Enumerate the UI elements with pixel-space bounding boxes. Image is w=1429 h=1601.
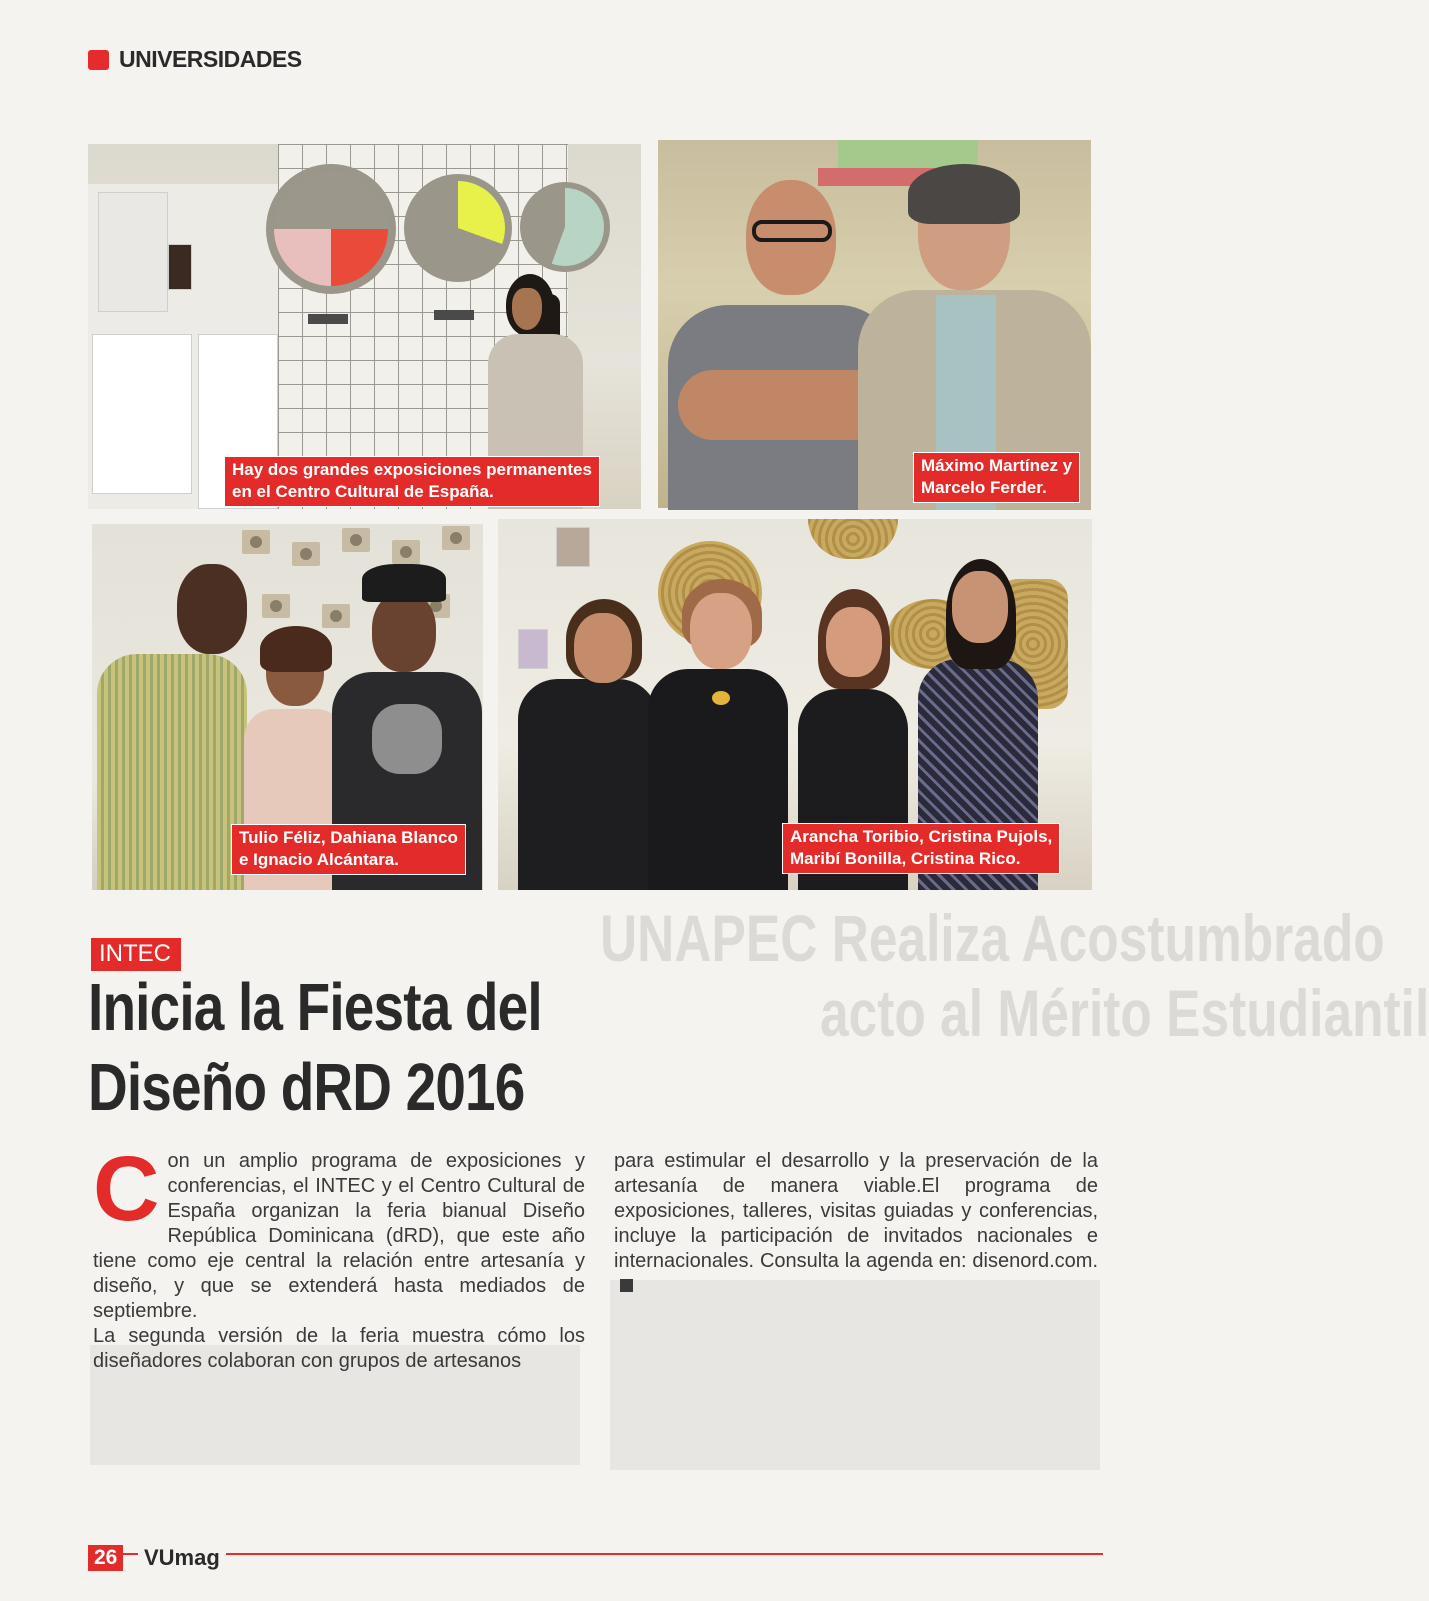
- photo-three-people: [92, 524, 483, 890]
- photo-caption: [224, 456, 600, 507]
- photo-two-men: [658, 140, 1091, 508]
- caption-line: Máximo Martínez y: [921, 456, 1073, 475]
- caption-line: en el Centro Cultural de España.: [232, 482, 494, 501]
- article-paragraph: [93, 1138, 585, 1324]
- headline-line: Diseño dRD 2016: [88, 1050, 525, 1125]
- show-through-block: [610, 1280, 1100, 1470]
- caption-line: e Ignacio Alcántara.: [239, 850, 399, 869]
- basket: [808, 519, 898, 559]
- woman-1: [518, 599, 658, 890]
- footer-brand: VUmag: [138, 1545, 226, 1571]
- caption-line: Arancha Toribio, Cristina Pujols,: [790, 827, 1053, 846]
- section-header: [88, 46, 302, 73]
- show-through-headline: acto al Mérito Estudiantil: [820, 976, 1429, 1050]
- paragraph-text: on un amplio programa de exposiciones y conferencias, el INTEC y el Centro Cultural de España organizan la feria bianual Diseño República Dominicana (dRD), que este año tiene como eje central la relación entre artesanía y diseño, y que se extenderá hasta mediados de septiembre.: [93, 1150, 585, 1322]
- photo-caption: [782, 823, 1060, 874]
- drop-cap: C: [93, 1138, 160, 1240]
- clock-sculpture: [520, 182, 610, 272]
- article-column-right: [614, 1149, 1098, 1299]
- caption-line: Maribí Bonilla, Cristina Rico.: [790, 849, 1021, 868]
- photo-caption: [231, 824, 466, 875]
- end-mark: [620, 1279, 633, 1292]
- article-paragraph: La segunda versión de la feria muestra cómo los diseñadores colaboran con grupos de artesanos: [93, 1325, 585, 1372]
- page-number: 26: [88, 1545, 123, 1571]
- article-kicker: INTEC: [91, 938, 181, 971]
- section-marker: [88, 50, 109, 70]
- poster: [92, 334, 192, 494]
- section-title: UNIVERSIDADES: [119, 46, 302, 72]
- article-column-left: [93, 1138, 585, 1374]
- photo-caption: [913, 452, 1080, 503]
- caption-line: Marcelo Ferder.: [921, 478, 1047, 497]
- paragraph-text: para estimular el desarrollo y la preservación de la artesanía de manera viable.El programa de exposiciones, talleres, visitas guiadas y conferencias, incluye la participación de invitados nacionales e internacionales. Consulta la agenda en: disenord.com.: [614, 1150, 1098, 1272]
- poster-photo: [168, 244, 192, 290]
- clock-sculpture: [404, 174, 512, 282]
- woman-2: [638, 579, 798, 890]
- show-through-headline: UNAPEC Realiza Acostumbrado: [600, 901, 1385, 975]
- poster: [98, 192, 168, 312]
- caption-line: Tulio Féliz, Dahiana Blanco: [239, 828, 458, 847]
- photo-four-women: [498, 519, 1092, 890]
- poster: [556, 527, 590, 567]
- caption-line: Hay dos grandes exposiciones permanentes: [232, 460, 592, 479]
- article-headline: [88, 968, 542, 1128]
- headline-line: Inicia la Fiesta del: [88, 970, 542, 1045]
- article-paragraph: [614, 1149, 1098, 1299]
- label-plate: [434, 310, 474, 320]
- clock-sculpture: [266, 164, 396, 294]
- photo-exhibition: [88, 144, 641, 509]
- label-plate: [308, 314, 348, 324]
- footer-rule: [88, 1553, 1103, 1555]
- man-striped-shirt: [97, 564, 247, 890]
